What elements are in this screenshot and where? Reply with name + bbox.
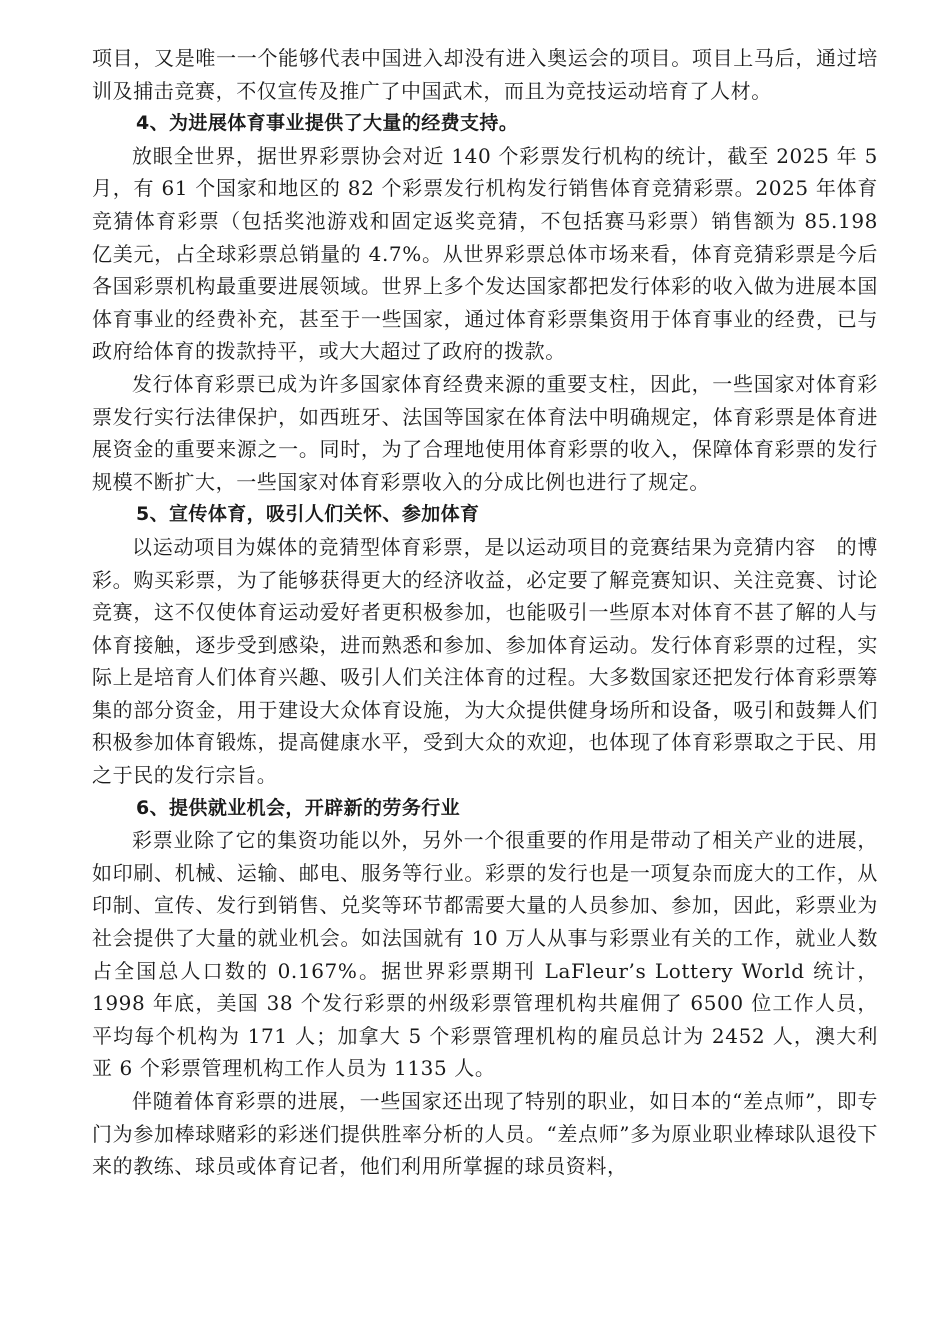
- paragraph-world-lottery-stats: 放眼全世界，据世界彩票协会对近 140 个彩票发行机构的统计，截至 2025 年 5 月，有 61 个国家和地区的 82 个彩票发行机构发行销售体育竞猜彩票。2025 年体育竞猜体育彩票（包括奖池游戏和固定返奖竞猜，不包括赛马彩票）销售额为 85.198 亿美元，占全球彩票总销量的 4.7%。从世界彩票总体市场来看，体育竞猜彩票是今后各国彩票机构最重要进展领域。世界上多个发达国家都把发行体彩的收入做为进展本国体育事业的经费补充，甚至于一些国家，通过体育彩票集资用于体育事业的经费，已与政府给体育的拨款持平，或大大超过了政府的拨款。: [92, 143, 878, 364]
- paragraph-legal-protection: 发行体育彩票已成为许多国家体育经费来源的重要支柱，因此，一些国家对体育彩票发行实行法律保护，如西班牙、法国等国家在体育法中明确规定，体育彩票是体育进展资金的重要来源之一。同时，为了合理地使用体育彩票的收入，保障体育彩票的发行规模不断扩大，一些国家对体育彩票收入的分成比例也进行了规定。: [92, 371, 878, 494]
- section-heading-6: 6、提供就业机会，开辟新的劳务行业: [136, 796, 461, 819]
- paragraph-handicapper: 伴随着体育彩票的进展，一些国家还出现了特别的职业，如日本的“差点师”，即专门为参加棒球赌彩的彩迷们提供胜率分析的人员。“差点师”多为原业职业棒球队退役下来的教练、球员或体育记者，他们利用所掌握的球员资料，: [92, 1089, 878, 1179]
- paragraph-continuation: 项目，又是唯一一个能够代表中国进入却没有进入奥运会的项目。项目上马后，通过培训及捕击竞赛，不仅宣传及推广了中国武术，而且为竞技运动培育了人材。: [92, 46, 878, 103]
- section-heading-5: 5、宣传体育，吸引人们关怀、参加体育: [136, 503, 480, 526]
- paragraph-promote-sports: 以运动项目为媒体的竞猜型体育彩票，是以运动项目的竞赛结果为竞猜内容 的博彩。购买彩票，为了能够获得更大的经济收益，必定要了解竞赛知识、关注竞赛、讨论竞赛，这不仅使体育运动爱好者更积极参加，也能吸引一些原本对体育不甚了解的人与体育接触，逐步受到感染，进而熟悉和参加、参加体育运动。发行体育彩票的过程，实际上是培育人们体育兴趣、吸引人们关注体育的过程。大多数国家还把发行体育彩票筹集的部分资金，用于建设大众体育设施，为大众提供健身场所和设备，吸引和鼓舞人们积极参加体育锻炼，提高健康水平，受到大众的欢迎，也体现了体育彩票取之于民、用之于民的发行宗旨。: [92, 534, 878, 788]
- paragraph-employment: 彩票业除了它的集资功能以外，另外一个很重要的作用是带动了相关产业的进展，如印刷、机械、运输、邮电、服务等行业。彩票的发行也是一项复杂而庞大的工作，从印制、宣传、发行到销售、兑奖等环节都需要大量的人员参加、参加，因此，彩票业为社会提供了大量的就业机会。如法国就有 10 万人从事与彩票业有关的工作，就业人数占全国总人口数的 0.167%。据世界彩票期刊 LaFleur’s Lottery World 统计，1998 年底，美国 38 个发行彩票的州级彩票管理机构共雇佣了 6500 位工作人员，平均每个机构为 171 人；加拿大 5 个彩票管理机构的雇员总计为 2452 人，澳大利亚 6 个彩票管理机构工作人员为 1135 人。: [92, 828, 878, 1081]
- section-heading-4: 4、为进展体育事业提供了大量的经费支持。: [136, 112, 519, 135]
